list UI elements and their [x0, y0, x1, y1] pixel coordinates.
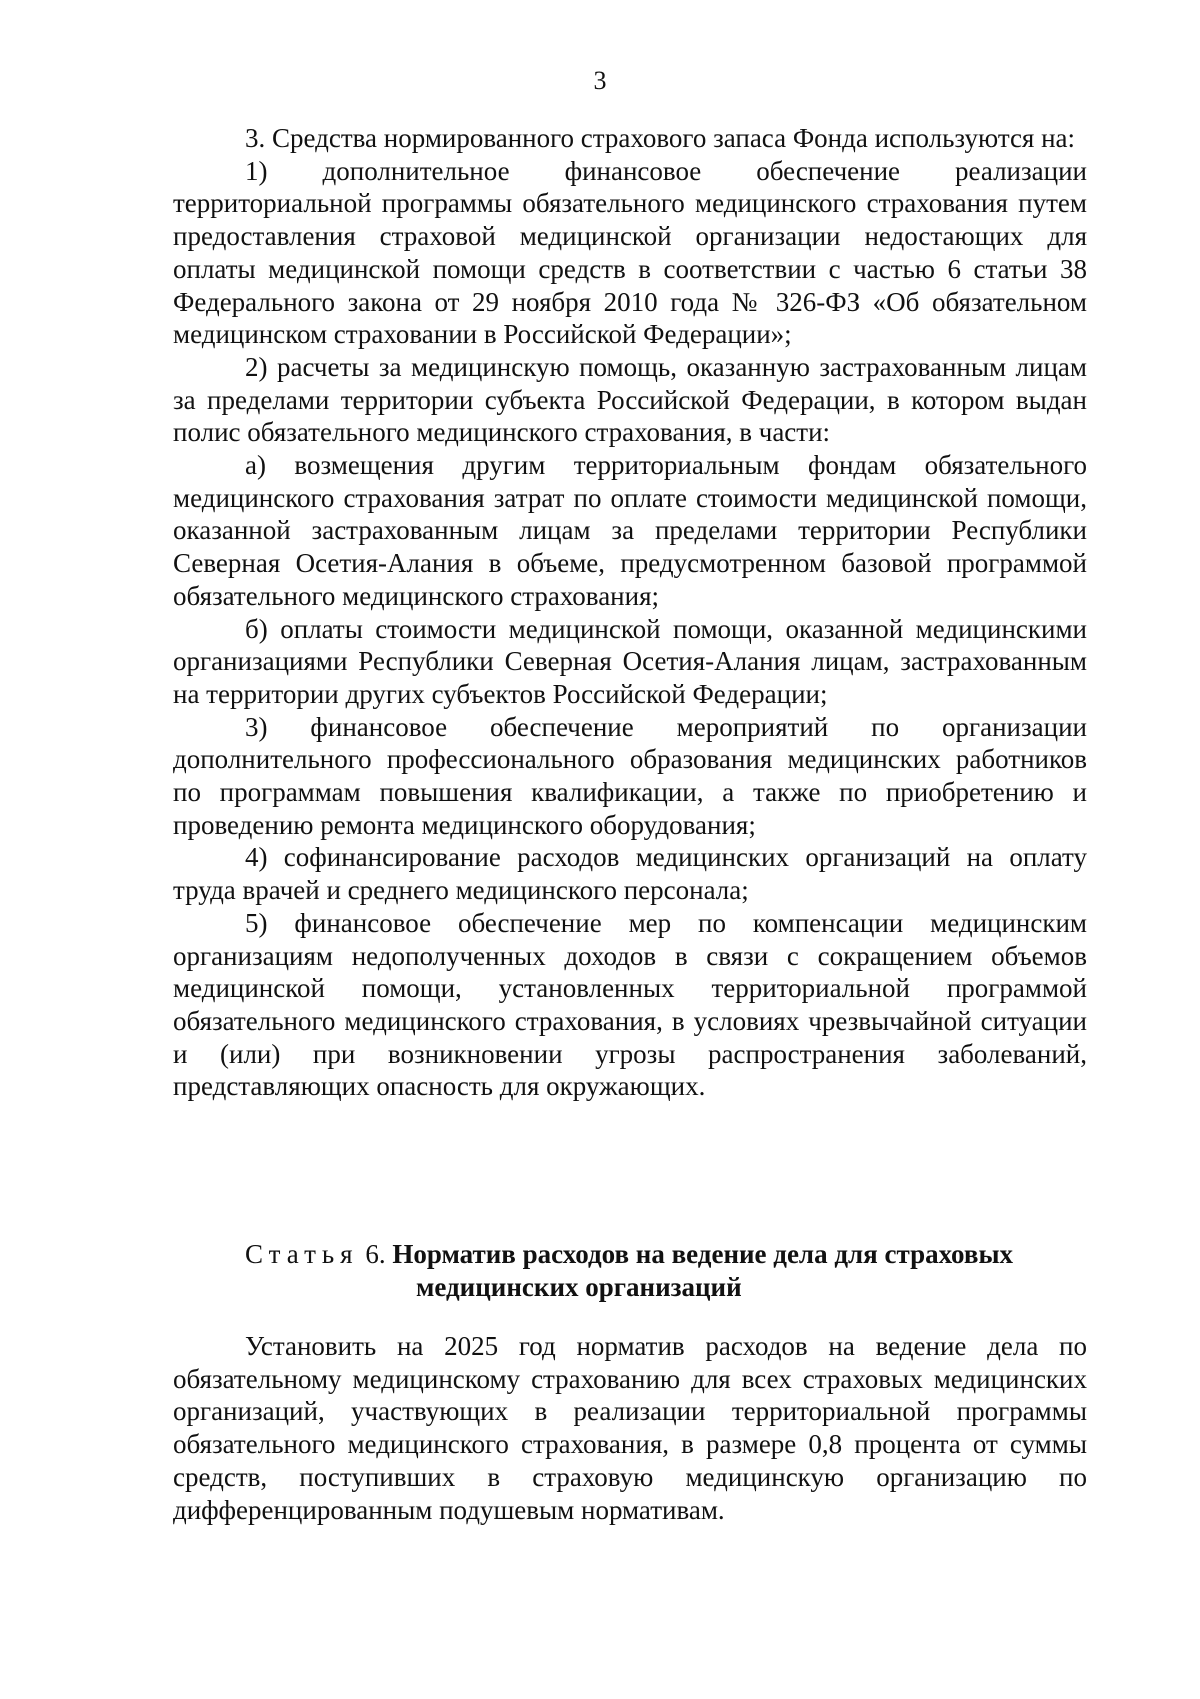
list-item-4: 4) софинансирование расходов медицинских организаций на оплату труда врачей и среднего медицинского персонала; — [173, 842, 1087, 906]
article-6-heading — [173, 1238, 1087, 1304]
list-item-1: 1) дополнительное финансовое обеспечение реализации территориальной программы обязательного медицинского страхования путем предоставления страховой медицинской организации недостающих для оплаты медицинской помощи средств в соответствии с частью 6 статьи 38 Федерального закона от 29 ноября 2010 года № 326-ФЗ «Об обязательном медицинском страховании в Российской Федерации»; — [173, 155, 1087, 350]
list-item-3: 3) финансовое обеспечение мероприятий по организации дополнительного профессионального образования медицинских работников по программам повышения квалификации, а также по приобретению и проведению ремонта медицинского оборудования; — [173, 711, 1087, 840]
list-item-2b: б) оплаты стоимости медицинской помощи, оказанной медицинскими организациями Республики Северная Осетия-Алания лицам, застрахованным на территории других субъектов Российской Федерации; — [173, 613, 1087, 709]
article-6-text: Установить на 2025 год норматив расходов на ведение дела по обязательному медицинскому страхованию для всех страховых медицинских организаций, участвующих в реализации территориальной программы обязательного медицинского страхования, в размере 0,8 процента от суммы средств, поступивших в страховую медицинскую организацию по дифференцированным подушевым нормативам. — [173, 1331, 1087, 1525]
section-3-body — [173, 122, 1087, 1103]
article-title-line-1: Норматив расходов на ведение дела для страховых — [392, 1239, 1014, 1269]
list-item-5: 5) финансовое обеспечение мер по компенсации медицинским организациям недополученных доходов в связи с сокращением объемов медицинской помощи, установленных территориальной программой обязательного медицинского страхования, в условиях чрезвычайной ситуации и (или) при возникновении угрозы распространения заболеваний, представляющих опасность для окружающих. — [173, 907, 1087, 1102]
list-item-2a: а) возмещения другим территориальным фондам обязательного медицинского страхования затрат по оплате стоимости медицинской помощи, оказанной застрахованным лицам за пределами территории Республики Северная Осетия-Алания в объеме, предусмотренном базовой программой обязательного медицинского страхования; — [173, 450, 1087, 611]
section-3-intro: 3. Средства нормированного страхового запаса Фонда используются на: — [245, 123, 1076, 153]
list-item-2: 2) расчеты за медицинскую помощь, оказанную застрахованным лицам за пределами территории субъекта Российской Федерации, в котором выдан полис обязательного медицинского страхования, в части: — [173, 351, 1087, 448]
article-number: 6. — [365, 1239, 386, 1269]
page-number: 3 — [593, 66, 607, 95]
article-title-line-2: медицинских организаций — [416, 1272, 742, 1302]
article-6-body — [173, 1330, 1087, 1526]
article-6-heading-line-1 — [173, 1238, 1087, 1271]
article-label: Статья — [245, 1239, 359, 1269]
